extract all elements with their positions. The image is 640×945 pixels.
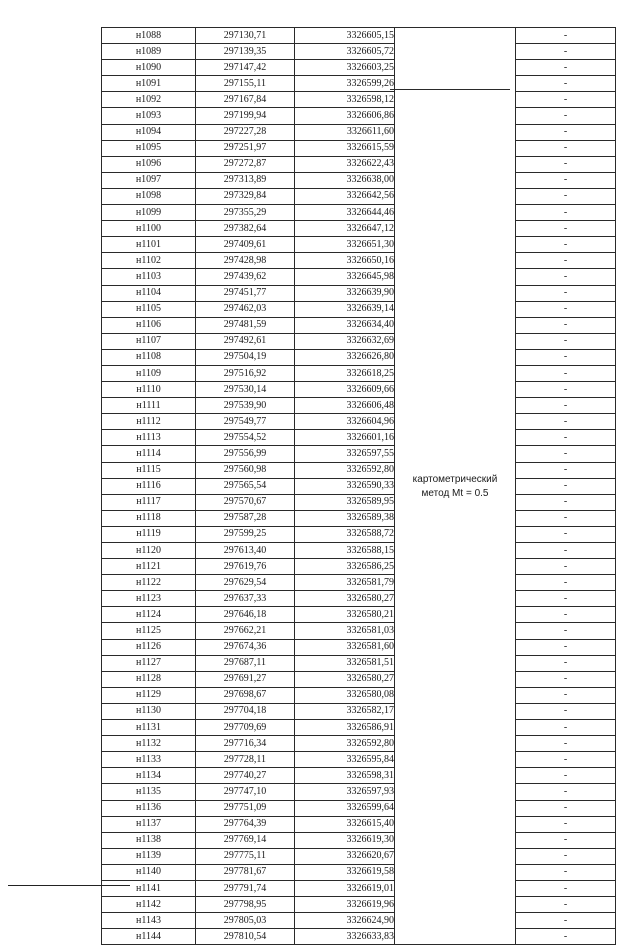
point-name-cell: н1118 (102, 510, 196, 526)
table-row (102, 832, 616, 848)
dash-cell: - (516, 687, 616, 703)
table-row (102, 60, 616, 76)
dash-cell: - (516, 108, 616, 124)
table-row (102, 848, 616, 864)
y-coordinate-cell: 3326597,55 (295, 446, 395, 462)
y-coordinate-cell: 3326589,95 (295, 494, 395, 510)
dash-cell: - (516, 703, 616, 719)
y-coordinate-cell: 3326644,46 (295, 205, 395, 221)
method-cell (395, 28, 516, 945)
point-name-cell: н1114 (102, 446, 196, 462)
dash-cell: - (516, 76, 616, 92)
y-coordinate-cell: 3326588,15 (295, 543, 395, 559)
point-name-cell: н1116 (102, 478, 196, 494)
point-name-cell: н1088 (102, 28, 196, 44)
x-coordinate-cell: 297775,11 (196, 848, 295, 864)
x-coordinate-cell: 297451,77 (196, 285, 295, 301)
table-row (102, 639, 616, 655)
table-row (102, 237, 616, 253)
table-row (102, 591, 616, 607)
x-coordinate-cell: 297709,69 (196, 720, 295, 736)
table-row (102, 768, 616, 784)
y-coordinate-cell: 3326580,08 (295, 687, 395, 703)
point-name-cell: н1129 (102, 687, 196, 703)
y-coordinate-cell: 3326606,48 (295, 398, 395, 414)
point-name-cell: н1108 (102, 349, 196, 365)
point-name-cell: н1100 (102, 221, 196, 237)
x-coordinate-cell: 297599,25 (196, 526, 295, 542)
x-coordinate-cell: 297504,19 (196, 349, 295, 365)
table-row (102, 92, 616, 108)
dash-cell: - (516, 285, 616, 301)
y-coordinate-cell: 3326619,30 (295, 832, 395, 848)
dash-cell: - (516, 816, 616, 832)
y-coordinate-cell: 3326642,56 (295, 188, 395, 204)
x-coordinate-cell: 297329,84 (196, 188, 295, 204)
y-coordinate-cell: 3326586,25 (295, 559, 395, 575)
method-accuracy-label: метод Mt = 0.5 (421, 488, 489, 500)
x-coordinate-cell: 297539,90 (196, 398, 295, 414)
y-coordinate-cell: 3326595,84 (295, 752, 395, 768)
point-name-cell: н1102 (102, 253, 196, 269)
point-name-cell: н1128 (102, 671, 196, 687)
dash-cell: - (516, 398, 616, 414)
y-coordinate-cell: 3326611,60 (295, 124, 395, 140)
x-coordinate-cell: 297637,33 (196, 591, 295, 607)
table-row (102, 526, 616, 542)
dash-cell: - (516, 752, 616, 768)
y-coordinate-cell: 3326588,72 (295, 526, 395, 542)
dash-cell: - (516, 349, 616, 365)
x-coordinate-cell: 297462,03 (196, 301, 295, 317)
x-coordinate-cell: 297155,11 (196, 76, 295, 92)
table-row (102, 864, 616, 880)
x-coordinate-cell: 297740,27 (196, 768, 295, 784)
point-name-cell: н1112 (102, 414, 196, 430)
point-name-cell: н1119 (102, 526, 196, 542)
y-coordinate-cell: 3326589,38 (295, 510, 395, 526)
x-coordinate-cell: 297613,40 (196, 543, 295, 559)
table-row (102, 398, 616, 414)
table-row (102, 607, 616, 623)
dash-cell: - (516, 848, 616, 864)
point-name-cell: н1123 (102, 591, 196, 607)
coordinates-table (101, 27, 616, 945)
table-row (102, 478, 616, 494)
point-name-cell: н1134 (102, 768, 196, 784)
x-coordinate-cell: 297130,71 (196, 28, 295, 44)
table-row (102, 44, 616, 60)
dash-cell: - (516, 768, 616, 784)
point-name-cell: н1137 (102, 816, 196, 832)
table-row (102, 365, 616, 381)
table-row (102, 543, 616, 559)
y-coordinate-cell: 3326581,60 (295, 639, 395, 655)
table-row (102, 671, 616, 687)
table-row (102, 172, 616, 188)
dash-cell: - (516, 333, 616, 349)
x-coordinate-cell: 297687,11 (196, 655, 295, 671)
dash-cell: - (516, 92, 616, 108)
point-name-cell: н1098 (102, 188, 196, 204)
dash-cell: - (516, 156, 616, 172)
y-coordinate-cell: 3326638,00 (295, 172, 395, 188)
y-coordinate-cell: 3326606,86 (295, 108, 395, 124)
table-row (102, 800, 616, 816)
x-coordinate-cell: 297662,21 (196, 623, 295, 639)
point-name-cell: н1127 (102, 655, 196, 671)
dash-cell: - (516, 269, 616, 285)
point-name-cell: н1099 (102, 205, 196, 221)
y-coordinate-cell: 3326619,01 (295, 880, 395, 896)
x-coordinate-cell: 297587,28 (196, 510, 295, 526)
x-coordinate-cell: 297565,54 (196, 478, 295, 494)
point-name-cell: н1092 (102, 92, 196, 108)
dash-cell: - (516, 929, 616, 945)
y-coordinate-cell: 3326620,67 (295, 848, 395, 864)
table-row (102, 623, 616, 639)
x-coordinate-cell: 297751,09 (196, 800, 295, 816)
point-name-cell: н1136 (102, 800, 196, 816)
dash-cell: - (516, 897, 616, 913)
y-coordinate-cell: 3326639,14 (295, 301, 395, 317)
y-coordinate-cell: 3326618,25 (295, 365, 395, 381)
point-name-cell: н1109 (102, 365, 196, 381)
y-coordinate-cell: 3326590,33 (295, 478, 395, 494)
y-coordinate-cell: 3326626,80 (295, 349, 395, 365)
method-label: картометрический (412, 474, 498, 486)
x-coordinate-cell: 297798,95 (196, 897, 295, 913)
y-coordinate-cell: 3326605,72 (295, 44, 395, 60)
point-name-cell: н1107 (102, 333, 196, 349)
table-row (102, 494, 616, 510)
point-name-cell: н1141 (102, 880, 196, 896)
table-row (102, 655, 616, 671)
y-coordinate-cell: 3326586,91 (295, 720, 395, 736)
point-name-cell: н1144 (102, 929, 196, 945)
x-coordinate-cell: 297147,42 (196, 60, 295, 76)
y-coordinate-cell: 3326650,16 (295, 253, 395, 269)
dash-cell: - (516, 607, 616, 623)
x-coordinate-cell: 297764,39 (196, 816, 295, 832)
dash-cell: - (516, 237, 616, 253)
x-coordinate-cell: 297769,14 (196, 832, 295, 848)
table-row (102, 816, 616, 832)
table-row (102, 221, 616, 237)
y-coordinate-cell: 3326605,15 (295, 28, 395, 44)
x-coordinate-cell: 297810,54 (196, 929, 295, 945)
dash-cell: - (516, 188, 616, 204)
table-row (102, 510, 616, 526)
x-coordinate-cell: 297805,03 (196, 913, 295, 929)
dash-cell: - (516, 28, 616, 44)
x-coordinate-cell: 297492,61 (196, 333, 295, 349)
point-name-cell: н1130 (102, 703, 196, 719)
table-row (102, 462, 616, 478)
dash-cell: - (516, 623, 616, 639)
point-name-cell: н1121 (102, 559, 196, 575)
y-coordinate-cell: 3326580,21 (295, 607, 395, 623)
x-coordinate-cell: 297530,14 (196, 382, 295, 398)
point-name-cell: н1105 (102, 301, 196, 317)
dash-cell: - (516, 478, 616, 494)
point-name-cell: н1089 (102, 44, 196, 60)
x-coordinate-cell: 297549,77 (196, 414, 295, 430)
y-coordinate-cell: 3326615,59 (295, 140, 395, 156)
y-coordinate-cell: 3326580,27 (295, 591, 395, 607)
y-coordinate-cell: 3326599,64 (295, 800, 395, 816)
point-name-cell: н1140 (102, 864, 196, 880)
dash-cell: - (516, 784, 616, 800)
point-name-cell: н1115 (102, 462, 196, 478)
dash-cell: - (516, 365, 616, 381)
coordinates-table-body (102, 28, 616, 945)
x-coordinate-cell: 297167,84 (196, 92, 295, 108)
table-row (102, 156, 616, 172)
y-coordinate-cell: 3326592,80 (295, 462, 395, 478)
y-coordinate-cell: 3326581,03 (295, 623, 395, 639)
point-name-cell: н1122 (102, 575, 196, 591)
table-row (102, 28, 616, 44)
y-coordinate-cell: 3326603,25 (295, 60, 395, 76)
dash-cell: - (516, 446, 616, 462)
table-row (102, 880, 616, 896)
dash-cell: - (516, 864, 616, 880)
x-coordinate-cell: 297139,35 (196, 44, 295, 60)
dash-cell: - (516, 559, 616, 575)
point-name-cell: н1138 (102, 832, 196, 848)
dash-cell: - (516, 430, 616, 446)
x-coordinate-cell: 297313,89 (196, 172, 295, 188)
x-coordinate-cell: 297556,99 (196, 446, 295, 462)
x-coordinate-cell: 297251,97 (196, 140, 295, 156)
x-coordinate-cell: 297272,87 (196, 156, 295, 172)
dash-cell: - (516, 832, 616, 848)
dash-cell: - (516, 655, 616, 671)
y-coordinate-cell: 3326598,12 (295, 92, 395, 108)
y-coordinate-cell: 3326581,79 (295, 575, 395, 591)
x-coordinate-cell: 297691,27 (196, 671, 295, 687)
table-row (102, 108, 616, 124)
y-coordinate-cell: 3326619,96 (295, 897, 395, 913)
y-coordinate-cell: 3326580,27 (295, 671, 395, 687)
x-coordinate-cell: 297570,67 (196, 494, 295, 510)
dash-cell: - (516, 510, 616, 526)
table-row (102, 349, 616, 365)
x-coordinate-cell: 297629,54 (196, 575, 295, 591)
method-column-top-rule (390, 89, 510, 90)
dash-cell: - (516, 221, 616, 237)
table-row (102, 333, 616, 349)
dash-cell: - (516, 880, 616, 896)
point-name-cell: н1111 (102, 398, 196, 414)
x-coordinate-cell: 297781,67 (196, 864, 295, 880)
y-coordinate-cell: 3326604,96 (295, 414, 395, 430)
dash-cell: - (516, 591, 616, 607)
table-row (102, 736, 616, 752)
table-row (102, 913, 616, 929)
point-name-cell: н1091 (102, 76, 196, 92)
y-coordinate-cell: 3326582,17 (295, 703, 395, 719)
x-coordinate-cell: 297747,10 (196, 784, 295, 800)
y-coordinate-cell: 3326598,31 (295, 768, 395, 784)
x-coordinate-cell: 297439,62 (196, 269, 295, 285)
point-name-cell: н1139 (102, 848, 196, 864)
x-coordinate-cell: 297560,98 (196, 462, 295, 478)
dash-cell: - (516, 913, 616, 929)
y-coordinate-cell: 3326624,90 (295, 913, 395, 929)
table-row (102, 205, 616, 221)
table-row (102, 188, 616, 204)
point-name-cell: н1110 (102, 382, 196, 398)
table-row (102, 703, 616, 719)
x-coordinate-cell: 297674,36 (196, 639, 295, 655)
point-name-cell: н1113 (102, 430, 196, 446)
x-coordinate-cell: 297554,52 (196, 430, 295, 446)
dash-cell: - (516, 317, 616, 333)
dash-cell: - (516, 44, 616, 60)
dash-cell: - (516, 800, 616, 816)
y-coordinate-cell: 3326615,40 (295, 816, 395, 832)
point-name-cell: н1126 (102, 639, 196, 655)
x-coordinate-cell: 297698,67 (196, 687, 295, 703)
table-row (102, 253, 616, 269)
table-row (102, 124, 616, 140)
footnote-rule (8, 885, 130, 886)
table-row (102, 301, 616, 317)
point-name-cell: н1142 (102, 897, 196, 913)
y-coordinate-cell: 3326619,58 (295, 864, 395, 880)
x-coordinate-cell: 297704,18 (196, 703, 295, 719)
x-coordinate-cell: 297428,98 (196, 253, 295, 269)
table-row (102, 269, 616, 285)
x-coordinate-cell: 297619,76 (196, 559, 295, 575)
dash-cell: - (516, 639, 616, 655)
table-row (102, 140, 616, 156)
dash-cell: - (516, 140, 616, 156)
dash-cell: - (516, 253, 616, 269)
table-row (102, 414, 616, 430)
dash-cell: - (516, 205, 616, 221)
point-name-cell: н1131 (102, 720, 196, 736)
x-coordinate-cell: 297409,61 (196, 237, 295, 253)
x-coordinate-cell: 297382,64 (196, 221, 295, 237)
y-coordinate-cell: 3326601,16 (295, 430, 395, 446)
y-coordinate-cell: 3326651,30 (295, 237, 395, 253)
table-row (102, 929, 616, 945)
table-row (102, 430, 616, 446)
point-name-cell: н1094 (102, 124, 196, 140)
x-coordinate-cell: 297355,29 (196, 205, 295, 221)
point-name-cell: н1090 (102, 60, 196, 76)
dash-cell: - (516, 414, 616, 430)
dash-cell: - (516, 124, 616, 140)
point-name-cell: н1135 (102, 784, 196, 800)
table-row (102, 752, 616, 768)
y-coordinate-cell: 3326597,93 (295, 784, 395, 800)
x-coordinate-cell: 297516,92 (196, 365, 295, 381)
x-coordinate-cell: 297791,74 (196, 880, 295, 896)
dash-cell: - (516, 301, 616, 317)
point-name-cell: н1124 (102, 607, 196, 623)
x-coordinate-cell: 297716,34 (196, 736, 295, 752)
point-name-cell: н1097 (102, 172, 196, 188)
point-name-cell: н1093 (102, 108, 196, 124)
y-coordinate-cell: 3326632,69 (295, 333, 395, 349)
table-row (102, 382, 616, 398)
dash-cell: - (516, 736, 616, 752)
table-row (102, 559, 616, 575)
y-coordinate-cell: 3326592,80 (295, 736, 395, 752)
dash-cell: - (516, 671, 616, 687)
point-name-cell: н1096 (102, 156, 196, 172)
x-coordinate-cell: 297728,11 (196, 752, 295, 768)
dash-cell: - (516, 382, 616, 398)
point-name-cell: н1103 (102, 269, 196, 285)
dash-cell: - (516, 526, 616, 542)
table-row (102, 446, 616, 462)
y-coordinate-cell: 3326609,66 (295, 382, 395, 398)
point-name-cell: н1120 (102, 543, 196, 559)
table-row (102, 317, 616, 333)
point-name-cell: н1095 (102, 140, 196, 156)
y-coordinate-cell: 3326645,98 (295, 269, 395, 285)
table-row (102, 285, 616, 301)
dash-cell: - (516, 575, 616, 591)
y-coordinate-cell: 3326581,51 (295, 655, 395, 671)
point-name-cell: н1101 (102, 237, 196, 253)
x-coordinate-cell: 297646,18 (196, 607, 295, 623)
y-coordinate-cell: 3326634,40 (295, 317, 395, 333)
y-coordinate-cell: 3326633,83 (295, 929, 395, 945)
y-coordinate-cell: 3326622,43 (295, 156, 395, 172)
x-coordinate-cell: 297227,28 (196, 124, 295, 140)
dash-cell: - (516, 60, 616, 76)
table-row (102, 687, 616, 703)
dash-cell: - (516, 462, 616, 478)
point-name-cell: н1143 (102, 913, 196, 929)
point-name-cell: н1104 (102, 285, 196, 301)
y-coordinate-cell: 3326639,90 (295, 285, 395, 301)
table-row (102, 575, 616, 591)
y-coordinate-cell: 3326647,12 (295, 221, 395, 237)
point-name-cell: н1132 (102, 736, 196, 752)
point-name-cell: н1117 (102, 494, 196, 510)
point-name-cell: н1106 (102, 317, 196, 333)
dash-cell: - (516, 543, 616, 559)
dash-cell: - (516, 720, 616, 736)
y-coordinate-cell: 3326599,26 (295, 76, 395, 92)
dash-cell: - (516, 494, 616, 510)
point-name-cell: н1133 (102, 752, 196, 768)
table-row (102, 784, 616, 800)
x-coordinate-cell: 297199,94 (196, 108, 295, 124)
point-name-cell: н1125 (102, 623, 196, 639)
table-row (102, 720, 616, 736)
table-row (102, 76, 616, 92)
dash-cell: - (516, 172, 616, 188)
x-coordinate-cell: 297481,59 (196, 317, 295, 333)
